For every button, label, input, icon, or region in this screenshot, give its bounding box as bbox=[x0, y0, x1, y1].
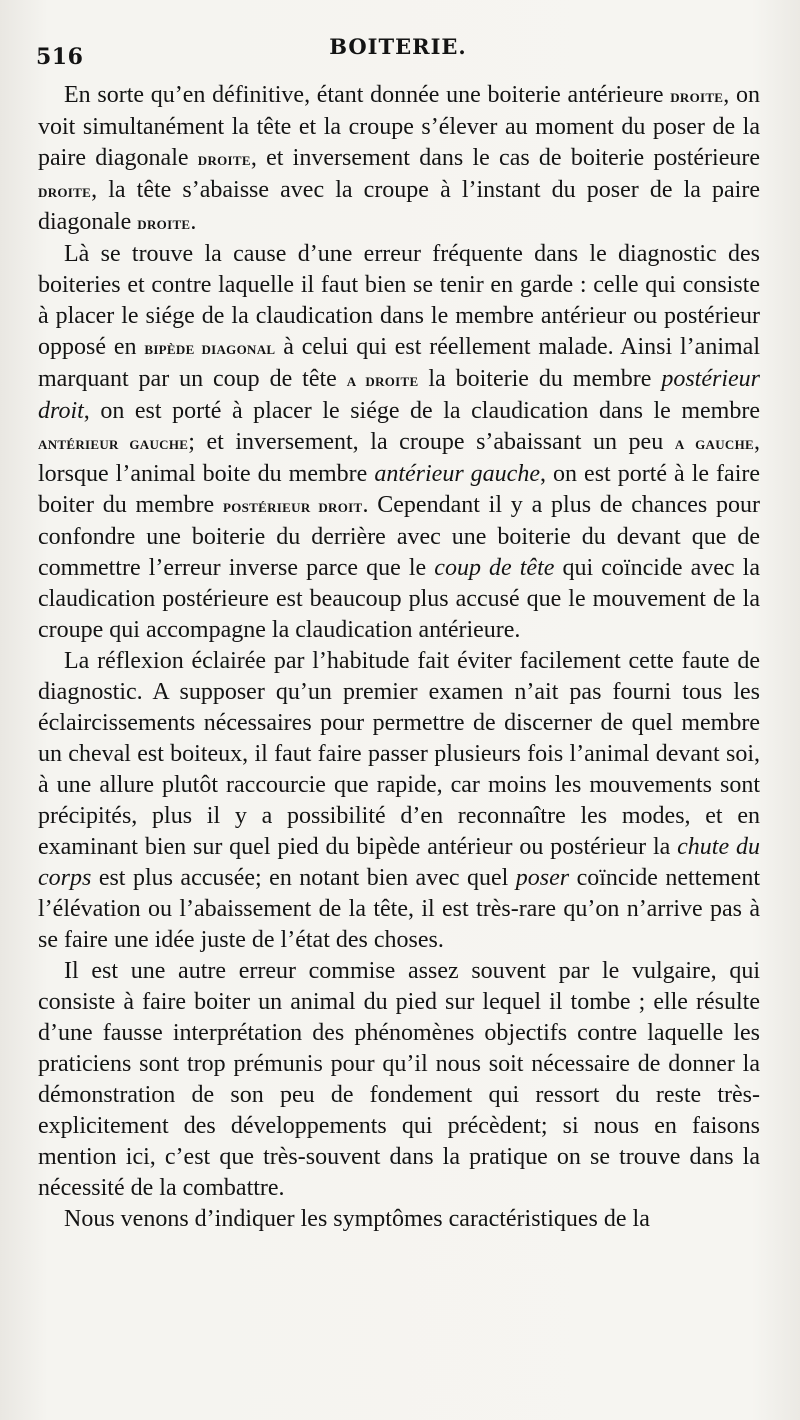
text-run: la boiterie du membre bbox=[418, 366, 662, 392]
paragraph bbox=[38, 956, 760, 1204]
text-run: En sorte qu’en définitive, étant donnée une boiterie antérieure bbox=[64, 82, 671, 108]
text-run: La réflexion éclairée par l’habitude fait éviter facilement cette faute de diagnostic. A supposer qu’un premier examen n’ait pas fourni tous les éclaircissements nécessaires pour permettre de discerner de quel membre un cheval est boiteux, il faut faire passer plusieurs fois l’animal devant soi, à une allure plutôt raccourcie que rapide, car moins les mouvements sont précipités, plus il y a possibilité d’en reconnaître les modes, et en examinant bien sur quel pied du bipède antérieur ou postérieur la bbox=[38, 648, 760, 860]
small-caps-term: droite bbox=[197, 149, 251, 170]
text-run: , on voit simultanément la tête et la croupe s’élever au moment du poser de la paire diagonale bbox=[38, 82, 760, 171]
text-run: qui coïncide avec la claudication postérieure est beaucoup plus accusé que le mouvement de la croupe qui accompagne la claudication antérieure. bbox=[38, 555, 760, 643]
paragraph bbox=[38, 80, 760, 239]
text-run: coïncide nettement l’élévation ou l’abaissement de la tête, il est très-rare qu’on n’arrive pas à se faire une idée juste de l’état des choses. bbox=[38, 865, 760, 953]
italic-term: antérieur gauche bbox=[374, 461, 540, 487]
text-run: Il est une autre erreur commise assez souvent par le vulgaire, qui consiste à faire boiter un animal du pied sur lequel il tombe ; elle résulte d’une fausse interprétation des phénomènes objectifs contre laquelle les praticiens sont trop prémunis pour qu’il nous soit nécessaire de donner la démonstration de son peu de fondement qui ressort du reste très-explicitement des développements qui précèdent; si nous en faisons mention ici, c’est que très-souvent dans la pratique on se trouve dans la nécessité de la combattre. bbox=[38, 958, 760, 1201]
italic-term: postérieur droit bbox=[38, 366, 760, 424]
small-caps-term: postérieur droit bbox=[222, 496, 363, 517]
text-run: , lorsque l’animal boite du membre bbox=[38, 429, 761, 487]
text-run: . Cependant il y a plus de chances pour confondre une boiterie du derrière avec une boiterie du devant que de commettre l’erreur inverse parce que le bbox=[38, 492, 760, 581]
small-caps-term: a gauche bbox=[674, 433, 755, 454]
small-caps-term: a droite bbox=[346, 370, 419, 391]
text-run: ; et inversement, la croupe s’abaissant un peu bbox=[188, 429, 675, 455]
text-run: à celui qui est réellement malade. Ainsi l’animal marquant par un coup de tête bbox=[38, 334, 760, 392]
small-caps-term: antérieur gauche bbox=[38, 433, 189, 454]
small-caps-term: bipède diagonal bbox=[144, 338, 276, 359]
paragraph bbox=[38, 239, 760, 646]
small-caps-term: droite bbox=[670, 86, 724, 107]
text-run: , la tête s’abaisse avec la croupe à l’instant du poser de la paire diagonale bbox=[38, 177, 760, 235]
running-title: BOITERIE. bbox=[329, 34, 467, 59]
text-run: Nous venons d’indiquer les symptômes caractéristiques de la bbox=[64, 1206, 650, 1232]
body-text bbox=[38, 80, 760, 1235]
paragraph bbox=[38, 1204, 760, 1235]
text-run: Là se trouve la cause d’une erreur fréquente dans le diagnostic des boiteries et contre laquelle il faut bien se tenir en garde : celle qui consiste à placer le siége de la claudication dans le membre antérieur ou postérieur opposé en bbox=[38, 241, 760, 360]
text-run: , on est porté à le faire boiter du membre bbox=[38, 461, 761, 518]
page-header bbox=[36, 30, 760, 70]
italic-term: poser bbox=[515, 865, 570, 891]
text-run: , et inversement dans le cas de boiterie postérieure bbox=[250, 145, 760, 171]
small-caps-term: droite bbox=[137, 213, 191, 234]
italic-term: chute du corps bbox=[38, 834, 760, 891]
paragraph bbox=[38, 646, 760, 956]
small-caps-term: droite bbox=[38, 181, 92, 202]
text-run: est plus accusée; en notant bien avec quel bbox=[91, 865, 516, 891]
text-run: . bbox=[190, 209, 197, 235]
text-run: , on est porté à placer le siége de la claudication dans le membre bbox=[83, 398, 760, 424]
page-number: 516 bbox=[36, 44, 84, 70]
italic-term: coup de tête bbox=[434, 555, 555, 581]
